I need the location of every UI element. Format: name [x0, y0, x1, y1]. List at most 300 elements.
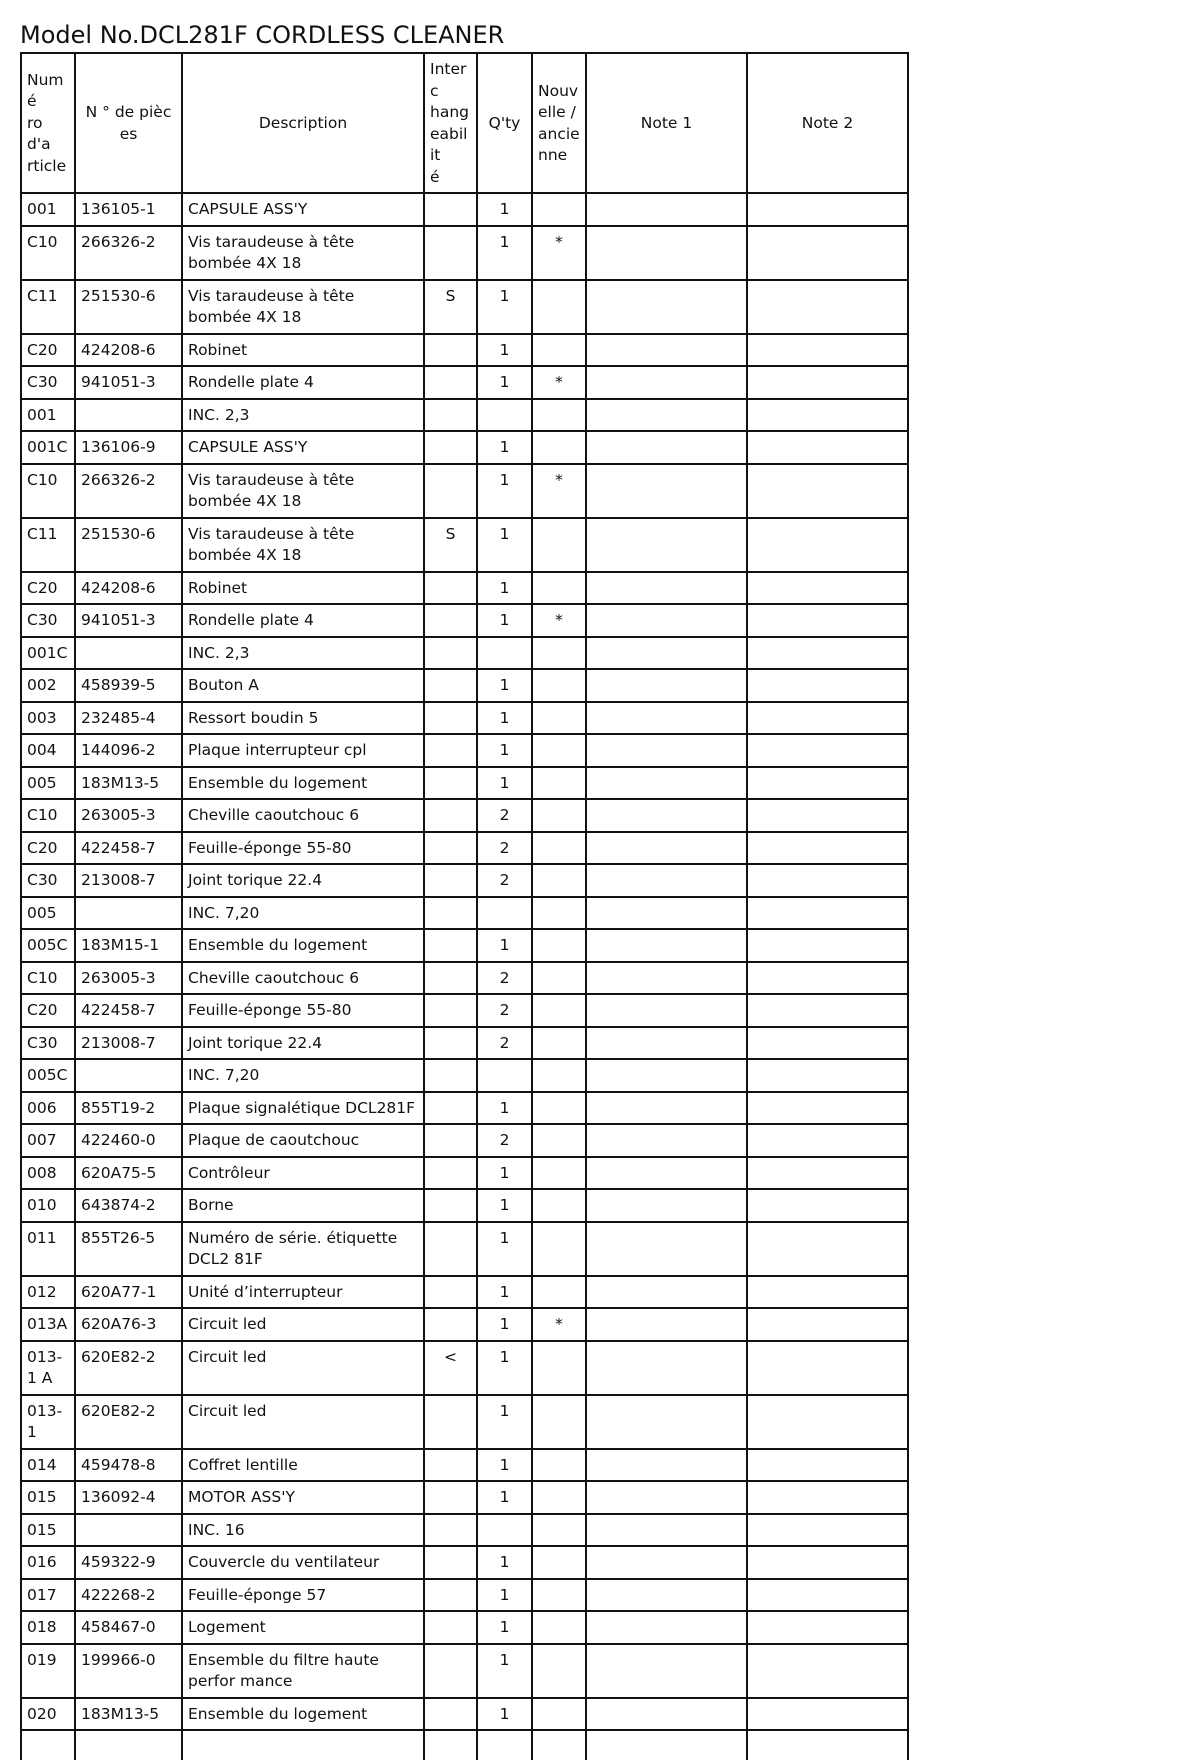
cell-new-old [532, 1449, 586, 1482]
cell-part-no: 183M13-5 [75, 767, 182, 800]
header-new-old: Nouv elle / ancie nne [532, 53, 586, 193]
cell-interchangeability [424, 366, 477, 399]
table-row [21, 1308, 908, 1341]
cell-note-1 [586, 669, 747, 702]
cell-note-2 [747, 1027, 908, 1060]
cell-part-no: 266326-2 [75, 226, 182, 280]
cell-qty: 2 [477, 1027, 532, 1060]
table-row [21, 280, 908, 334]
cell-item-no: 001 [21, 193, 75, 226]
cell-part-no: 144096-2 [75, 734, 182, 767]
table-row [21, 897, 908, 930]
cell-interchangeability [424, 702, 477, 735]
cell-note-2 [747, 767, 908, 800]
cell-description: Ensemble du logement [182, 767, 424, 800]
cell-interchangeability: < [424, 1341, 477, 1395]
cell-part-no: 422458-7 [75, 832, 182, 865]
cell-description: INC. 7,20 [182, 897, 424, 930]
cell-description: Couvercle du ventilateur [182, 1546, 424, 1579]
cell-item-no: 005 [21, 767, 75, 800]
cell-new-old: * [532, 226, 586, 280]
cell-note-1 [586, 1027, 747, 1060]
cell-part-no: 941051-3 [75, 604, 182, 637]
cell-interchangeability [424, 572, 477, 605]
cell-part-no: 213008-7 [75, 864, 182, 897]
cell-new-old [532, 897, 586, 930]
table-row [21, 734, 908, 767]
cell-interchangeability [424, 1611, 477, 1644]
cell-item-no: 018 [21, 1611, 75, 1644]
cell-note-2 [747, 1481, 908, 1514]
cell-description: Vis taraudeuse à tête bombée 4X 18 [182, 280, 424, 334]
cell-description: Contrôleur [182, 1157, 424, 1190]
cell-note-1 [586, 864, 747, 897]
cell-part-no [75, 1730, 182, 1760]
cell-note-1 [586, 1395, 747, 1449]
cell-interchangeability [424, 929, 477, 962]
cell-description: Plaque de caoutchouc [182, 1124, 424, 1157]
cell-note-2 [747, 702, 908, 735]
cell-interchangeability [424, 1189, 477, 1222]
cell-note-1 [586, 1157, 747, 1190]
cell-note-2 [747, 1059, 908, 1092]
cell-qty: 1 [477, 518, 532, 572]
cell-note-2 [747, 1698, 908, 1731]
cell-description: Bouton A [182, 669, 424, 702]
cell-item-no: 002 [21, 669, 75, 702]
cell-note-1 [586, 637, 747, 670]
cell-part-no: 855T26-5 [75, 1222, 182, 1276]
cell-note-2 [747, 1514, 908, 1547]
header-qty: Q'ty [477, 53, 532, 193]
cell-item-no: 020 [21, 1698, 75, 1731]
cell-description: INC. 16 [182, 1514, 424, 1547]
table-row [21, 1579, 908, 1612]
table-row [21, 518, 908, 572]
cell-new-old [532, 1481, 586, 1514]
cell-qty [477, 897, 532, 930]
cell-note-1 [586, 334, 747, 367]
cell-qty [477, 1059, 532, 1092]
cell-note-1 [586, 1124, 747, 1157]
cell-new-old: * [532, 464, 586, 518]
cell-new-old [532, 1395, 586, 1449]
cell-new-old [532, 702, 586, 735]
cell-note-1 [586, 832, 747, 865]
table-row [21, 226, 908, 280]
cell-note-1 [586, 897, 747, 930]
cell-item-no: 006 [21, 1092, 75, 1125]
table-row [21, 669, 908, 702]
cell-interchangeability [424, 464, 477, 518]
table-row [21, 702, 908, 735]
cell-new-old [532, 334, 586, 367]
header-note-2: Note 2 [747, 53, 908, 193]
cell-item-no: C10 [21, 464, 75, 518]
cell-note-2 [747, 193, 908, 226]
cell-description: Plaque signalétique DCL281F [182, 1092, 424, 1125]
cell-description: CAPSULE ASS'Y [182, 431, 424, 464]
cell-part-no: 213008-7 [75, 1027, 182, 1060]
cell-note-1 [586, 518, 747, 572]
cell-item-no: 015 [21, 1514, 75, 1547]
cell-description: MOTOR ASS'Y [182, 1481, 424, 1514]
cell-note-2 [747, 1730, 908, 1760]
table-row [21, 366, 908, 399]
cell-qty: 1 [477, 464, 532, 518]
cell-description: Borne [182, 1189, 424, 1222]
cell-note-2 [747, 1124, 908, 1157]
cell-qty [477, 399, 532, 432]
cell-item-no: 015 [21, 1481, 75, 1514]
cell-new-old [532, 1092, 586, 1125]
cell-item-no: 019 [21, 1644, 75, 1698]
cell-interchangeability [424, 832, 477, 865]
cell-part-no: 422460-0 [75, 1124, 182, 1157]
cell-qty: 1 [477, 702, 532, 735]
cell-description: Ensemble du filtre haute perfor mance [182, 1644, 424, 1698]
cell-note-2 [747, 604, 908, 637]
table-row [21, 962, 908, 995]
header-part-no: N ° de pièces [75, 53, 182, 193]
cell-new-old [532, 572, 586, 605]
cell-description: Robinet [182, 334, 424, 367]
cell-description [182, 1730, 424, 1760]
cell-description: CAPSULE ASS'Y [182, 193, 424, 226]
cell-description: Ensemble du logement [182, 1698, 424, 1731]
cell-note-1 [586, 280, 747, 334]
cell-qty: 1 [477, 1611, 532, 1644]
cell-note-1 [586, 1341, 747, 1395]
cell-description: INC. 2,3 [182, 637, 424, 670]
cell-new-old [532, 1222, 586, 1276]
cell-part-no: 251530-6 [75, 280, 182, 334]
cell-qty: 1 [477, 226, 532, 280]
cell-item-no: C30 [21, 366, 75, 399]
cell-part-no: 424208-6 [75, 572, 182, 605]
table-row [21, 864, 908, 897]
table-row [21, 1092, 908, 1125]
cell-item-no: 005C [21, 929, 75, 962]
cell-note-1 [586, 1481, 747, 1514]
cell-part-no: 136092-4 [75, 1481, 182, 1514]
table-row [21, 1449, 908, 1482]
cell-part-no: 620E82-2 [75, 1341, 182, 1395]
cell-qty: 1 [477, 604, 532, 637]
cell-new-old [532, 1276, 586, 1309]
cell-note-2 [747, 1395, 908, 1449]
header-note-1: Note 1 [586, 53, 747, 193]
cell-item-no: C10 [21, 226, 75, 280]
table-row [21, 929, 908, 962]
cell-interchangeability [424, 767, 477, 800]
cell-interchangeability [424, 1395, 477, 1449]
cell-new-old [532, 280, 586, 334]
cell-description: Robinet [182, 572, 424, 605]
cell-description: INC. 7,20 [182, 1059, 424, 1092]
cell-qty: 1 [477, 1157, 532, 1190]
cell-new-old [532, 1514, 586, 1547]
table-row [21, 1644, 908, 1698]
cell-interchangeability [424, 1514, 477, 1547]
cell-interchangeability [424, 1730, 477, 1760]
cell-note-1 [586, 767, 747, 800]
cell-item-no: C30 [21, 864, 75, 897]
cell-item-no: 001C [21, 637, 75, 670]
cell-interchangeability [424, 399, 477, 432]
cell-new-old [532, 832, 586, 865]
cell-new-old [532, 799, 586, 832]
cell-interchangeability [424, 962, 477, 995]
cell-note-2 [747, 1222, 908, 1276]
cell-interchangeability [424, 1157, 477, 1190]
cell-note-1 [586, 1698, 747, 1731]
cell-new-old [532, 669, 586, 702]
cell-qty: 1 [477, 1341, 532, 1395]
table-row [21, 1124, 908, 1157]
table-row [21, 431, 908, 464]
cell-qty: 1 [477, 1546, 532, 1579]
cell-interchangeability [424, 1059, 477, 1092]
cell-note-1 [586, 1546, 747, 1579]
cell-item-no: 013-1 [21, 1395, 75, 1449]
table-row [21, 1514, 908, 1547]
cell-part-no [75, 897, 182, 930]
cell-qty: 2 [477, 962, 532, 995]
cell-interchangeability: S [424, 518, 477, 572]
cell-description: Cheville caoutchouc 6 [182, 962, 424, 995]
table-row [21, 1481, 908, 1514]
cell-new-old [532, 518, 586, 572]
cell-note-1 [586, 799, 747, 832]
cell-qty: 2 [477, 799, 532, 832]
cell-note-1 [586, 702, 747, 735]
cell-note-2 [747, 399, 908, 432]
cell-interchangeability [424, 1092, 477, 1125]
table-row [21, 767, 908, 800]
cell-item-no: 013A [21, 1308, 75, 1341]
cell-item-no: C30 [21, 604, 75, 637]
cell-item-no: 010 [21, 1189, 75, 1222]
cell-part-no: 855T19-2 [75, 1092, 182, 1125]
cell-note-1 [586, 572, 747, 605]
cell-note-2 [747, 832, 908, 865]
cell-description: Joint torique 22.4 [182, 864, 424, 897]
cell-new-old [532, 1730, 586, 1760]
table-row [21, 399, 908, 432]
cell-new-old [532, 1027, 586, 1060]
cell-qty: 1 [477, 1092, 532, 1125]
cell-qty: 1 [477, 280, 532, 334]
table-row [21, 572, 908, 605]
cell-new-old [532, 193, 586, 226]
cell-interchangeability [424, 1124, 477, 1157]
page-title: Model No.DCL281F CORDLESS CLEANER [20, 21, 505, 49]
cell-note-1 [586, 734, 747, 767]
cell-new-old [532, 1059, 586, 1092]
header-interchangeability: Interc hang eabilit é [424, 53, 477, 193]
cell-note-1 [586, 431, 747, 464]
cell-interchangeability [424, 897, 477, 930]
cell-item-no: 017 [21, 1579, 75, 1612]
cell-part-no: 136106-9 [75, 431, 182, 464]
cell-description: Unité d’interrupteur [182, 1276, 424, 1309]
cell-note-2 [747, 897, 908, 930]
cell-part-no: 263005-3 [75, 799, 182, 832]
cell-note-1 [586, 1730, 747, 1760]
cell-item-no: 011 [21, 1222, 75, 1276]
cell-note-2 [747, 1579, 908, 1612]
cell-part-no: 422458-7 [75, 994, 182, 1027]
table-row [21, 1341, 908, 1395]
cell-new-old [532, 734, 586, 767]
cell-qty: 2 [477, 994, 532, 1027]
cell-qty: 1 [477, 1222, 532, 1276]
cell-part-no: 232485-4 [75, 702, 182, 735]
cell-item-no: 014 [21, 1449, 75, 1482]
cell-interchangeability [424, 1449, 477, 1482]
table-row [21, 464, 908, 518]
table-row [21, 334, 908, 367]
cell-qty [477, 1514, 532, 1547]
table-row [21, 994, 908, 1027]
cell-qty: 1 [477, 1189, 532, 1222]
cell-note-1 [586, 226, 747, 280]
parts-table [20, 52, 909, 1760]
cell-interchangeability [424, 1644, 477, 1698]
header-item-no: Numé ro d'a rticle [21, 53, 75, 193]
cell-note-1 [586, 929, 747, 962]
cell-description: Circuit led [182, 1395, 424, 1449]
parts-table-body [21, 193, 908, 1760]
cell-interchangeability [424, 226, 477, 280]
cell-item-no: C20 [21, 572, 75, 605]
cell-interchangeability [424, 1546, 477, 1579]
cell-interchangeability [424, 1308, 477, 1341]
cell-new-old [532, 1698, 586, 1731]
cell-note-2 [747, 431, 908, 464]
cell-interchangeability [424, 1698, 477, 1731]
cell-item-no: C11 [21, 518, 75, 572]
cell-description: Logement [182, 1611, 424, 1644]
table-row-empty [21, 1730, 908, 1760]
cell-part-no: 183M15-1 [75, 929, 182, 962]
cell-part-no: 620A77-1 [75, 1276, 182, 1309]
table-row [21, 1189, 908, 1222]
cell-note-1 [586, 1514, 747, 1547]
cell-description: Rondelle plate 4 [182, 366, 424, 399]
cell-note-1 [586, 1579, 747, 1612]
cell-interchangeability [424, 1481, 477, 1514]
table-row [21, 604, 908, 637]
cell-note-2 [747, 1276, 908, 1309]
cell-interchangeability [424, 669, 477, 702]
cell-description: Feuille-éponge 55-80 [182, 832, 424, 865]
cell-item-no: 008 [21, 1157, 75, 1190]
cell-note-2 [747, 1546, 908, 1579]
cell-description: Circuit led [182, 1341, 424, 1395]
cell-item-no: 012 [21, 1276, 75, 1309]
cell-item-no: C20 [21, 994, 75, 1027]
cell-interchangeability [424, 334, 477, 367]
cell-description: Vis taraudeuse à tête bombée 4X 18 [182, 518, 424, 572]
cell-part-no: 424208-6 [75, 334, 182, 367]
cell-note-2 [747, 799, 908, 832]
cell-interchangeability [424, 193, 477, 226]
cell-part-no: 620E82-2 [75, 1395, 182, 1449]
cell-qty: 1 [477, 431, 532, 464]
cell-qty: 1 [477, 1449, 532, 1482]
cell-new-old [532, 431, 586, 464]
cell-part-no: 620A76-3 [75, 1308, 182, 1341]
cell-note-1 [586, 1059, 747, 1092]
cell-part-no: 251530-6 [75, 518, 182, 572]
cell-new-old [532, 1644, 586, 1698]
cell-new-old [532, 1189, 586, 1222]
cell-new-old [532, 637, 586, 670]
table-row [21, 832, 908, 865]
cell-qty: 2 [477, 864, 532, 897]
cell-item-no: C10 [21, 962, 75, 995]
cell-part-no: 263005-3 [75, 962, 182, 995]
cell-interchangeability [424, 604, 477, 637]
cell-note-2 [747, 1092, 908, 1125]
cell-new-old: * [532, 366, 586, 399]
cell-new-old: * [532, 1308, 586, 1341]
header-description: Description [182, 53, 424, 193]
cell-note-1 [586, 366, 747, 399]
cell-qty: 1 [477, 734, 532, 767]
cell-note-2 [747, 1308, 908, 1341]
cell-interchangeability [424, 734, 477, 767]
cell-item-no: 004 [21, 734, 75, 767]
cell-note-2 [747, 280, 908, 334]
cell-interchangeability [424, 1222, 477, 1276]
cell-interchangeability [424, 994, 477, 1027]
cell-description: Circuit led [182, 1308, 424, 1341]
cell-description: Coffret lentille [182, 1449, 424, 1482]
cell-new-old [532, 1611, 586, 1644]
cell-interchangeability [424, 1276, 477, 1309]
cell-new-old [532, 1579, 586, 1612]
cell-part-no: 643874-2 [75, 1189, 182, 1222]
table-row [21, 193, 908, 226]
cell-qty: 1 [477, 1579, 532, 1612]
cell-note-1 [586, 1611, 747, 1644]
cell-part-no: 136105-1 [75, 193, 182, 226]
cell-qty: 1 [477, 334, 532, 367]
cell-part-no: 458939-5 [75, 669, 182, 702]
cell-note-2 [747, 1449, 908, 1482]
cell-note-1 [586, 1222, 747, 1276]
cell-note-2 [747, 1341, 908, 1395]
cell-qty: 1 [477, 366, 532, 399]
cell-item-no: 001C [21, 431, 75, 464]
cell-item-no: 003 [21, 702, 75, 735]
cell-item-no: C11 [21, 280, 75, 334]
cell-interchangeability [424, 1579, 477, 1612]
cell-note-2 [747, 637, 908, 670]
cell-description: Rondelle plate 4 [182, 604, 424, 637]
cell-interchangeability [424, 1027, 477, 1060]
cell-item-no: C20 [21, 334, 75, 367]
cell-note-2 [747, 518, 908, 572]
cell-description: Vis taraudeuse à tête bombée 4X 18 [182, 464, 424, 518]
cell-new-old [532, 1341, 586, 1395]
cell-description: Joint torique 22.4 [182, 1027, 424, 1060]
cell-new-old [532, 1546, 586, 1579]
cell-description: Cheville caoutchouc 6 [182, 799, 424, 832]
